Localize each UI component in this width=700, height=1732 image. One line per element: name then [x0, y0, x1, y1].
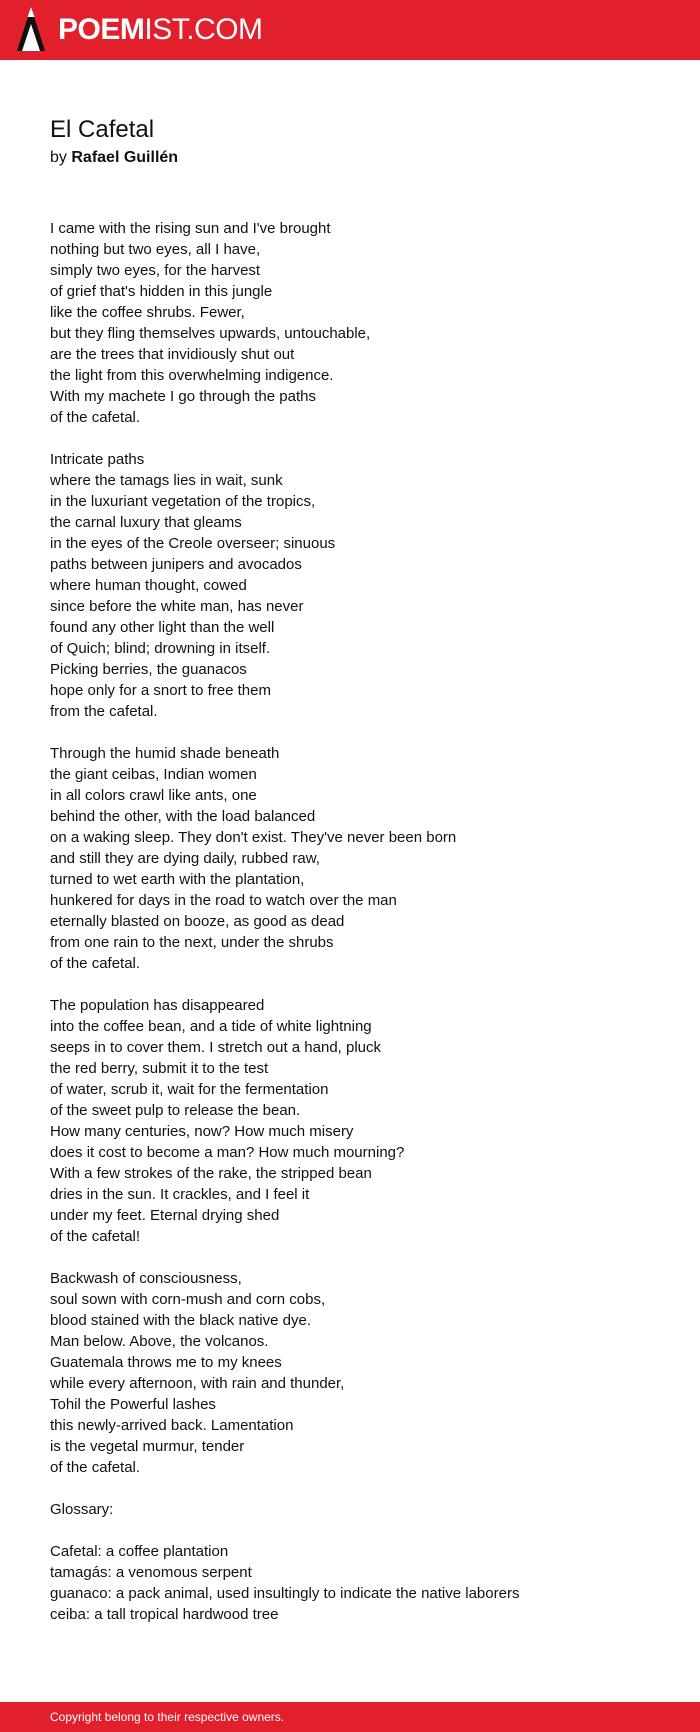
poem-line: dries in the sun. It crackles, and I feel it	[50, 1186, 310, 1203]
poem-line: in the eyes of the Creole overseer; sinuous	[50, 535, 336, 552]
poem-line: ceiba: a tall tropical hardwood tree	[50, 1606, 279, 1623]
poem-line: found any other light than the well	[50, 619, 275, 636]
brand-bold: POEM	[58, 13, 145, 46]
poem-line: into the coffee bean, and a tide of white lightning	[50, 1018, 372, 1035]
site-footer	[0, 1702, 700, 1732]
poem-line: of water, scrub it, wait for the fermentation	[50, 1081, 329, 1098]
poem-line: Through the humid shade beneath	[50, 745, 280, 762]
author-name: Rafael Guillén	[71, 149, 179, 166]
poem-line: Backwash of consciousness,	[50, 1270, 242, 1287]
poem-line: from one rain to the next, under the shrubs	[50, 934, 334, 951]
poem-line: With a few strokes of the rake, the stripped bean	[50, 1165, 372, 1182]
poem-line: of the sweet pulp to release the bean.	[50, 1102, 301, 1119]
poem-line: but they fling themselves upwards, untouchable,	[50, 325, 371, 342]
poem-line: in all colors crawl like ants, one	[50, 787, 257, 804]
poem-line: where the tamags lies in wait, sunk	[50, 472, 283, 489]
poem-stanza	[50, 995, 660, 1247]
poem-line: where human thought, cowed	[50, 577, 247, 594]
site-header	[0, 0, 700, 60]
poem-line: like the coffee shrubs. Fewer,	[50, 304, 245, 321]
poem-line: of the cafetal.	[50, 409, 141, 426]
poem-line: With my machete I go through the paths	[50, 388, 316, 405]
poem-body	[50, 218, 660, 1646]
poem-line: turned to wet earth with the plantation,	[50, 871, 305, 888]
byline	[50, 147, 660, 169]
poem-line: blood stained with the black native dye.	[50, 1312, 311, 1329]
poem-line: hunkered for days in the road to watch over the man	[50, 892, 397, 909]
poem-line: Intricate paths	[50, 451, 145, 468]
poem-line: while every afternoon, with rain and thunder,	[50, 1375, 345, 1392]
poem-line: are the trees that invidiously shut out	[50, 346, 295, 363]
poem-stanza	[50, 1499, 660, 1520]
poem-line: How many centuries, now? How much misery	[50, 1123, 354, 1140]
poem-line: behind the other, with the load balanced	[50, 808, 316, 825]
poem-line: soul sown with corn-mush and corn cobs,	[50, 1291, 326, 1308]
poem-line: Glossary:	[50, 1501, 114, 1518]
poem-line: this newly-arrived back. Lamentation	[50, 1417, 294, 1434]
poem-line: and still they are dying daily, rubbed raw,	[50, 850, 320, 867]
poem-line: Cafetal: a coffee plantation	[50, 1543, 229, 1560]
poem-line: the giant ceibas, Indian women	[50, 766, 257, 783]
poem-line: hope only for a snort to free them	[50, 682, 271, 699]
poem-stanza	[50, 1541, 660, 1625]
poem-line: from the cafetal.	[50, 703, 158, 720]
poem-line: guanaco: a pack animal, used insultingly to indicate the native laborers	[50, 1585, 520, 1602]
poem-line: is the vegetal murmur, tender	[50, 1438, 245, 1455]
poem-line: in the luxuriant vegetation of the tropics,	[50, 493, 316, 510]
poem-line: since before the white man, has never	[50, 598, 304, 615]
poem-line: Tohil the Powerful lashes	[50, 1396, 216, 1413]
poem-line: of the cafetal!	[50, 1228, 141, 1245]
poem-line: nothing but two eyes, all I have,	[50, 241, 261, 258]
poem-line: eternally blasted on booze, as good as dead	[50, 913, 345, 930]
poem-line: does it cost to become a man? How much mourning?	[50, 1144, 405, 1161]
poem-line: Picking berries, the guanacos	[50, 661, 247, 678]
poem-line: seeps in to cover them. I stretch out a hand, pluck	[50, 1039, 382, 1056]
poem-line: I came with the rising sun and I've brought	[50, 220, 331, 237]
poem-stanza	[50, 218, 660, 428]
poem-line: the carnal luxury that gleams	[50, 514, 242, 531]
poem-line: tamagás: a venomous serpent	[50, 1564, 252, 1581]
poem-line: of the cafetal.	[50, 1459, 141, 1476]
poem-line: of Quich; blind; drowning in itself.	[50, 640, 271, 657]
poem-stanza	[50, 449, 660, 722]
poem-title: El Cafetal	[50, 116, 155, 143]
by-label: by	[50, 149, 67, 166]
copyright-text: Copyright belong to their respective owners.	[50, 1710, 285, 1724]
poem-line: Guatemala throws me to my knees	[50, 1354, 282, 1371]
poem-stanza	[50, 743, 660, 974]
poem-line: the light from this overwhelming indigence.	[50, 367, 334, 384]
brand-light: IST.COM	[144, 13, 263, 46]
site-brand[interactable]	[58, 15, 263, 45]
poem-line: under my feet. Eternal drying shed	[50, 1207, 280, 1224]
poem-line: simply two eyes, for the harvest	[50, 262, 261, 279]
poem-line: paths between junipers and avocados	[50, 556, 302, 573]
poem-line: on a waking sleep. They don't exist. They've never been born	[50, 829, 457, 846]
pencil-icon[interactable]	[16, 6, 46, 54]
poem-stanza	[50, 1268, 660, 1478]
poem-header	[50, 115, 660, 169]
poem-line: Man below. Above, the volcanos.	[50, 1333, 269, 1350]
poem-line: of the cafetal.	[50, 955, 141, 972]
poem-line: of grief that's hidden in this jungle	[50, 283, 273, 300]
poem-line: The population has disappeared	[50, 997, 265, 1014]
poem-line: the red berry, submit it to the test	[50, 1060, 269, 1077]
